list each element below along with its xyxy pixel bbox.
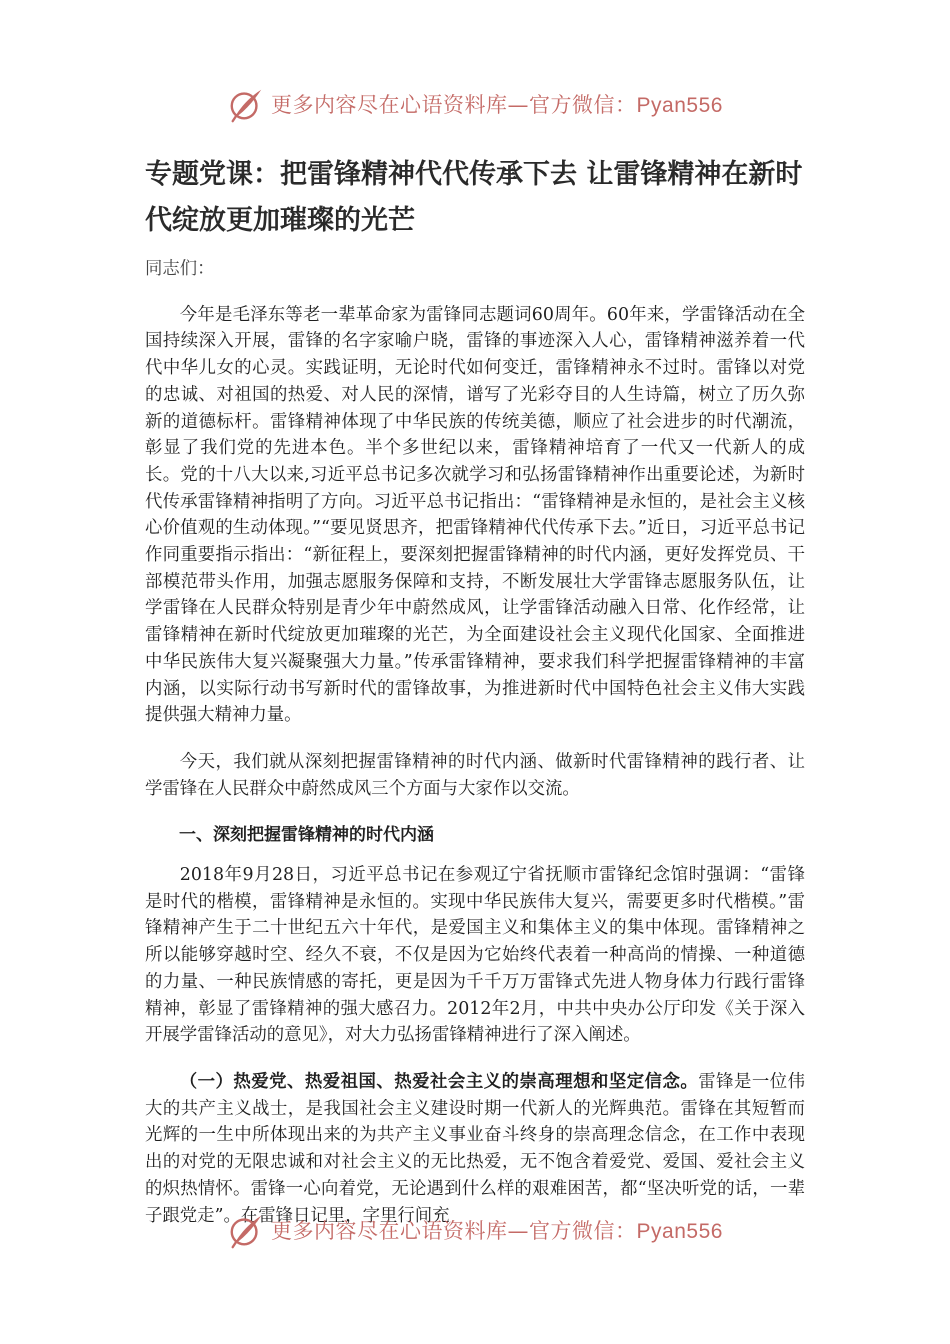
paragraph-section-1: 2018年9月28日，习近平总书记在参观辽宁省抚顺市雷锋纪念馆时强调：“雷锋是时代的楷模，雷锋精神是永恒的。实现中华民族伟大复兴，需要更多时代楷模。”雷锋精神产生于二十世纪五六十年代，是爱国主义和集体主义的集中体现。雷锋精神之所以能够穿越时空、经久不衰，不仅是因为它始终代表着一种高尚的情操、一种道德的力量、一种民族情感的寄托，更是因为千千万万雷锋式先进人物身体力行践行雷锋精神，彰显了雷锋精神的强大感召力。2012年2月，中共中央办公厅印发《关于深入开展学雷锋活动的意见》，对大力弘扬雷锋精神进行了深入阐述。 xyxy=(145,865,805,1046)
subsection-body: 雷锋是一位伟大的共产主义战士，是我国社会主义建设时期一代新人的光辉典范。雷锋在其短暂而光辉的一生中所体现出来的为共产主义事业奋斗终身的崇高理念信念，在工作中表现出的对党的无限忠诚和对社会主义的无比热爱，无不饱含着爱党、爱国、爱社会主义的炽热情怀。雷锋一心向着党，无论遇到什么样的艰难困苦，都“坚决听党的话，一辈子跟党走”。在雷锋日记里，字里行间充 xyxy=(145,1071,805,1226)
paragraph-intro: 今年是毛泽东等老一辈革命家为雷锋同志题词60周年。60年来，学雷锋活动在全国持续深入开展，雷锋的名字家喻户晓，雷锋的事迹深入人心，雷锋精神滋养着一代代中华儿女的心灵。实践证明，无论时代如何变迁，雷锋精神永不过时。雷锋以对党的忠诚、对祖国的热爱、对人民的深情，谱写了光彩夺目的人生诗篇，树立了历久弥新的道德标杆。雷锋精神体现了中华民族的传统美德，顺应了社会进步的时代潮流，彰显了我们党的先进本色。半个多世纪以来，雷锋精神培育了一代又一代新人的成长。党的十八大以来,习近平总书记多次就学习和弘扬雷锋精神作出重要论述，为新时代传承雷锋精神指明了方向。习近平总书记指出：“雷锋精神是永恒的，是社会主义核心价值观的生动体现。”“要见贤思齐，把雷锋精神代代传承下去。”近日，习近平总书记作同重要指示指出：“新征程上，要深刻把握雷锋精神的时代内涵，更好发挥党员、干部模范带头作用，加强志愿服务保障和支持，不断发展壮大学雷锋志愿服务队伍，让学雷锋在人民群众特别是青少年中蔚然成风，让学雷锋活动融入日常、化作经常，让雷锋精神在新时代绽放更加璀璨的光芒，为全面建设社会主义现代化国家、全面推进中华民族伟大复兴凝聚强大力量。”传承雷锋精神，要求我们科学把握雷锋精神的丰富内涵，以实际行动书写新时代的雷锋故事，为推进新时代中国特色社会主义伟大实践提供强大精神力量。 xyxy=(145,304,805,726)
wechat-id: Pyan556 xyxy=(636,1220,723,1243)
watermark-text: 更多内容尽在心语资料库—官方微信：Pyan556 xyxy=(271,1219,723,1243)
paragraph-overview: 今天，我们就从深刻把握雷锋精神的时代内涵、做新时代雷锋精神的践行者、让学雷锋在人民群众中蔚然成风三个方面与大家作以交流。 xyxy=(145,751,805,799)
footer-watermark xyxy=(0,1210,950,1250)
wechat-id: Pyan556 xyxy=(636,94,723,117)
header-watermark xyxy=(0,84,950,124)
page-title: 专题党课：把雷锋精神代代传承下去 让雷锋精神在新时代绽放更加璀璨的光芒 xyxy=(145,159,803,236)
section-heading-1: 一、深刻把握雷锋精神的时代内涵 xyxy=(179,825,434,846)
paragraph-subsection-1 xyxy=(145,1069,805,1229)
quill-logo-icon xyxy=(227,1211,265,1249)
greeting: 同志们： xyxy=(145,259,215,279)
watermark-text: 更多内容尽在心语资料库—官方微信：Pyan556 xyxy=(271,93,723,117)
document-body xyxy=(145,256,805,1229)
quill-logo-icon xyxy=(227,85,265,123)
subsection-lead: （一）热爱党、热爱祖国、热爱社会主义的崇高理想和坚定信念。 xyxy=(179,1071,699,1092)
